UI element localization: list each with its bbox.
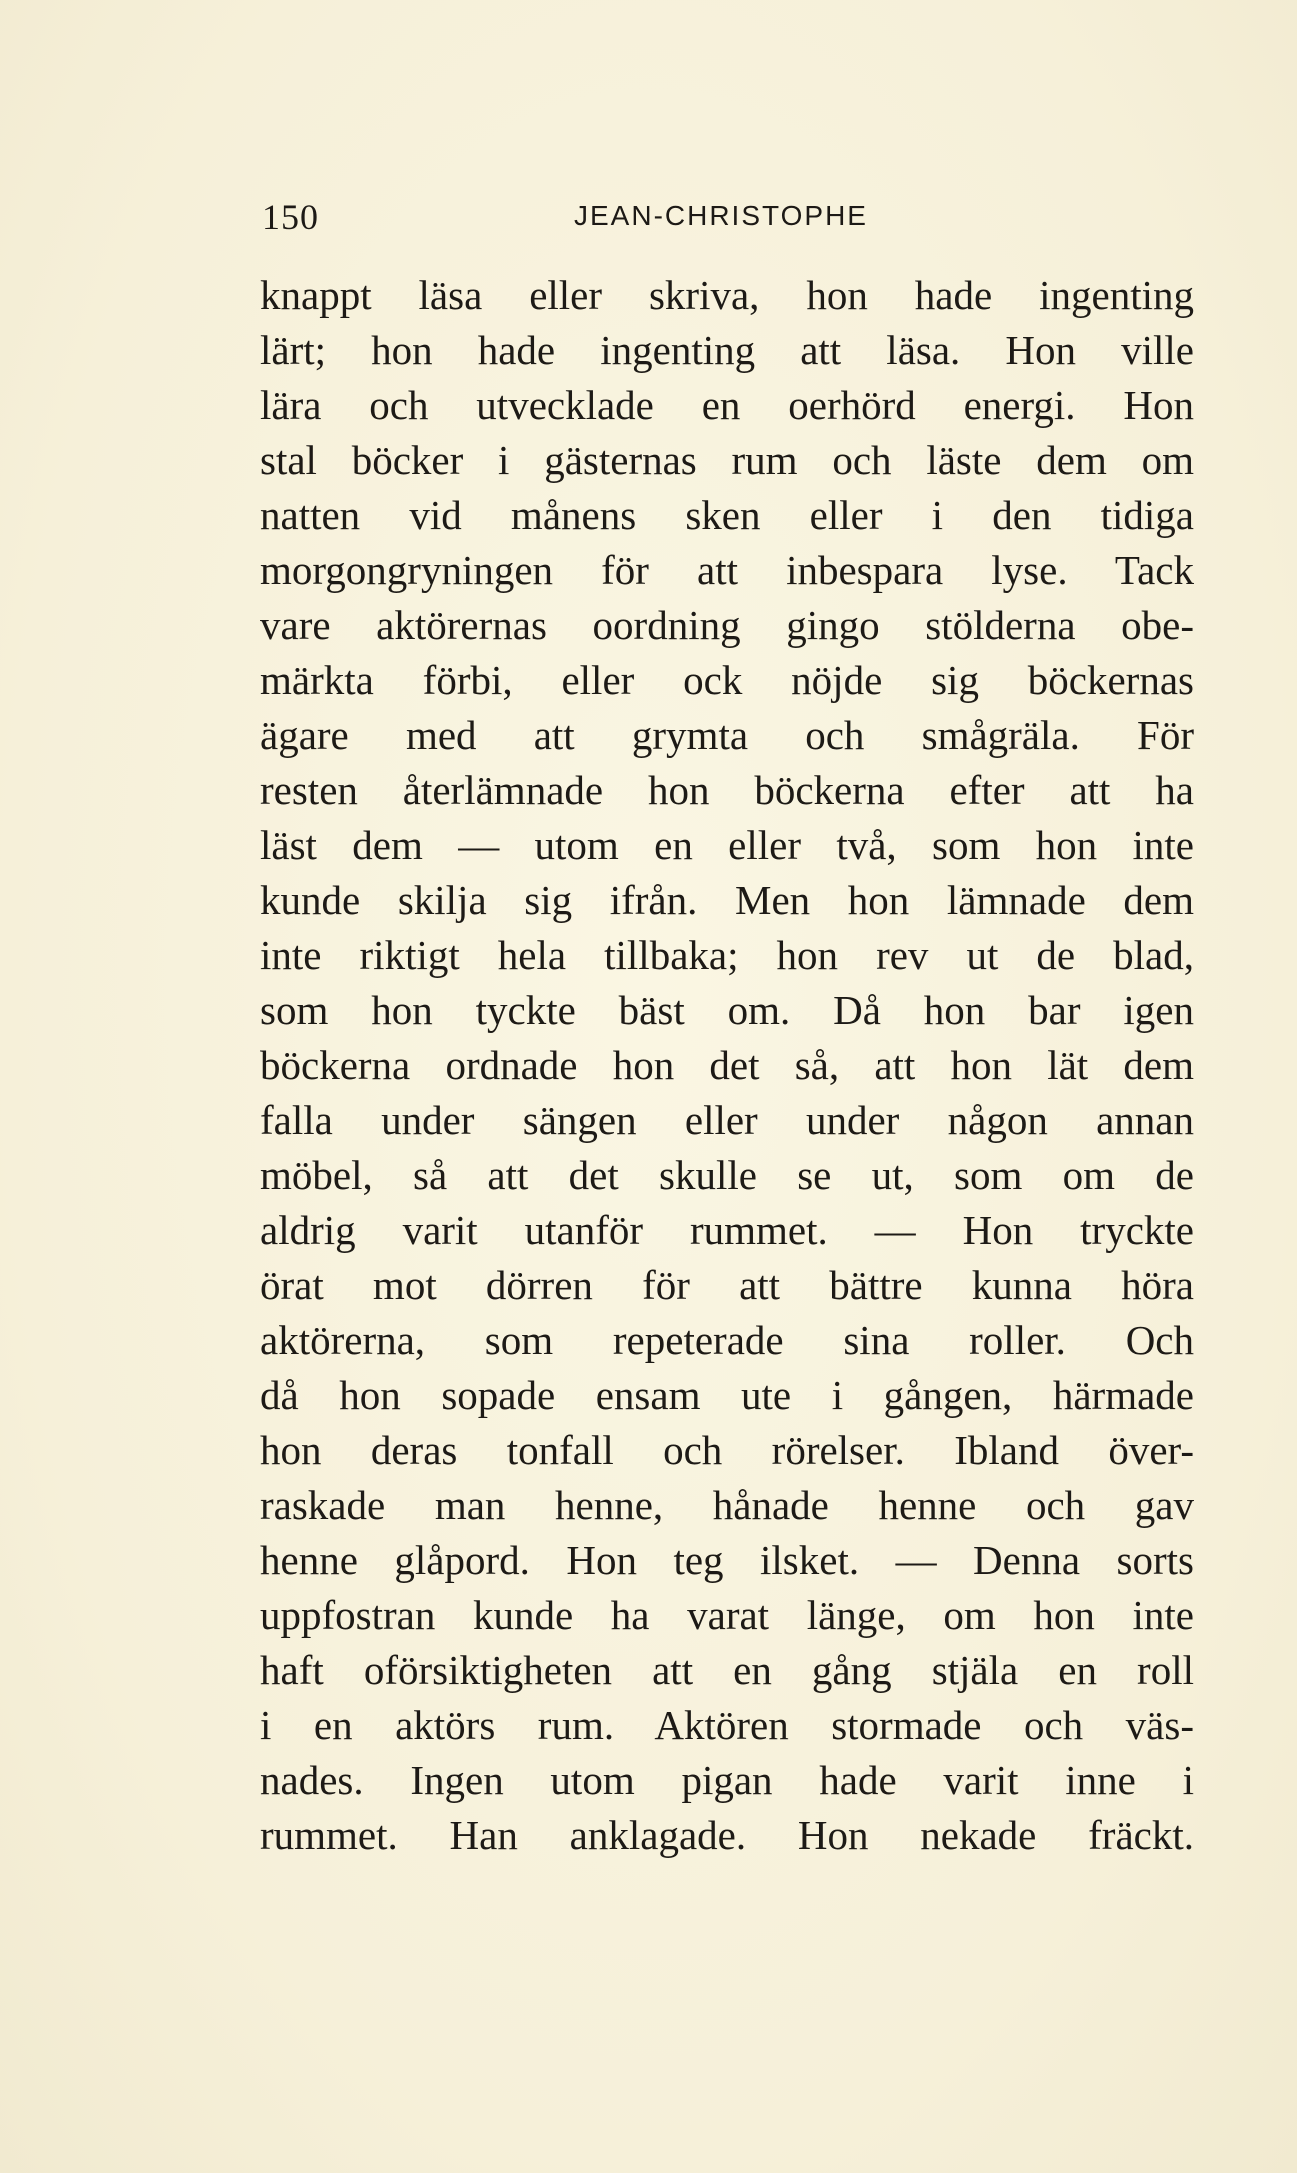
text-line: läst dem — utom en eller två, som hon inte — [260, 822, 1194, 868]
text-line: då hon sopade ensam ute i gången, härmade — [260, 1372, 1194, 1418]
page-number: 150 — [262, 197, 319, 237]
text-line: natten vid månens sken eller i den tidiga — [260, 492, 1194, 538]
text-line: kunde skilja sig ifrån. Men hon lämnade dem — [260, 877, 1194, 923]
text-line: lära och utvecklade en oerhörd energi. Hon — [260, 382, 1194, 428]
text-line: rummet. Han anklagade. Hon nekade fräckt. — [260, 1812, 1194, 1858]
text-line: stal böcker i gästernas rum och läste dem om — [260, 437, 1194, 483]
text-line: resten återlämnade hon böckerna efter att ha — [260, 767, 1194, 813]
text-line: lärt; hon hade ingenting att läsa. Hon ville — [260, 327, 1194, 373]
text-line: aldrig varit utanför rummet. — Hon tryckte — [260, 1207, 1194, 1253]
text-line: som hon tyckte bäst om. Då hon bar igen — [260, 987, 1194, 1033]
text-line: morgongryningen för att inbespara lyse. Tack — [260, 547, 1194, 593]
text-line: henne glåpord. Hon teg ilsket. — Denna sorts — [260, 1537, 1194, 1583]
page-header — [262, 196, 1202, 238]
text-line: möbel, så att det skulle se ut, som om de — [260, 1152, 1194, 1198]
running-title: JEAN-CHRISTOPHE — [574, 200, 868, 231]
text-line: haft oförsiktigheten att en gång stjäla en roll — [260, 1647, 1194, 1693]
text-line: uppfostran kunde ha varat länge, om hon inte — [260, 1592, 1194, 1638]
text-line: knappt läsa eller skriva, hon hade ingenting — [260, 272, 1194, 318]
text-line: vare aktörernas oordning gingo stölderna obe- — [260, 602, 1194, 648]
text-line: nades. Ingen utom pigan hade varit inne i — [260, 1757, 1194, 1803]
text-line: hon deras tonfall och rörelser. Ibland över- — [260, 1427, 1194, 1473]
body-text — [260, 268, 1194, 1863]
text-line: ägare med att grymta och smågräla. För — [260, 712, 1194, 758]
text-line: i en aktörs rum. Aktören stormade och väs- — [260, 1702, 1194, 1748]
text-line: aktörerna, som repeterade sina roller. Och — [260, 1317, 1194, 1363]
text-line: örat mot dörren för att bättre kunna höra — [260, 1262, 1194, 1308]
text-line: inte riktigt hela tillbaka; hon rev ut de blad, — [260, 932, 1194, 978]
text-line: raskade man henne, hånade henne och gav — [260, 1482, 1194, 1528]
text-line: märkta förbi, eller ock nöjde sig böckernas — [260, 657, 1194, 703]
text-line: böckerna ordnade hon det så, att hon lät dem — [260, 1042, 1194, 1088]
text-line: falla under sängen eller under någon annan — [260, 1097, 1194, 1143]
